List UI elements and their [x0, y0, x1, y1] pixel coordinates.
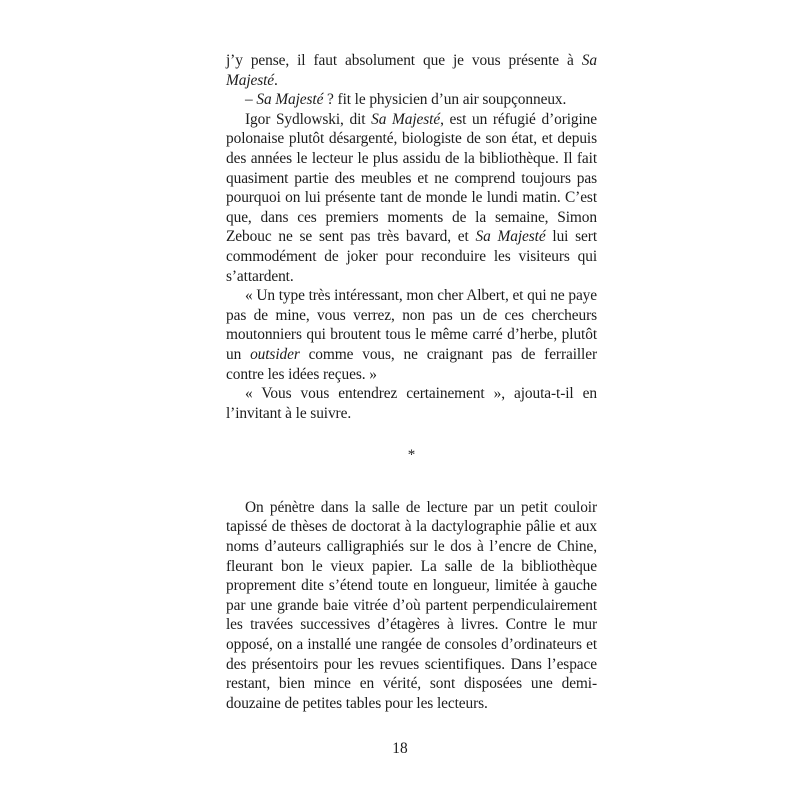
- text-run: j’y pense, il faut absolument que je vous présente à: [226, 52, 582, 69]
- page-number: 18: [392, 740, 408, 757]
- text-run: comme vous, ne craignant pas de ferrailler contre les idées reçues. »: [226, 345, 597, 383]
- italic-text: Sa Majesté: [475, 228, 546, 246]
- section-separator: *: [407, 447, 416, 464]
- text-run: –: [245, 91, 257, 109]
- text-run: .: [274, 71, 278, 89]
- italic-text: outsider: [250, 345, 300, 363]
- paragraph: [226, 384, 597, 423]
- paragraph: [226, 110, 597, 286]
- paragraph: [226, 498, 597, 714]
- text-run: Igor Sydlowski, dit: [245, 110, 372, 128]
- italic-text: Sa Majesté: [226, 52, 597, 89]
- top-section: [226, 51, 597, 423]
- italic-text: Sa Majesté: [256, 91, 324, 109]
- text-run: , est un réfugié d’origine polonaise plutôt désargenté, biologiste de son état, et depuis des années le lecteur le plus assidu de la bibliothèque. Il fait quasiment partie des meubles et ne comprend toujours pas pourquoi on lui présente tant de monde le lundi matin. C’est que, dans ces premiers moments de la semaine, Simon Zebouc ne se sent pas très bavard, et: [226, 110, 597, 246]
- page-body: [226, 51, 597, 713]
- text-run: ? fit le physicien d’un air soupçonneux.: [323, 91, 567, 109]
- text-run: lui sert commodément de joker pour reconduire les visiteurs qui s’attardent.: [226, 228, 597, 285]
- paragraph: [226, 90, 597, 110]
- bottom-section: [226, 498, 597, 714]
- paragraph: [226, 286, 597, 384]
- paragraph: [226, 51, 597, 90]
- text-run: On pénètre dans la salle de lecture par un petit couloir tapissé de thèses de doctorat à la dactylographie pâlie et aux noms d’auteurs calligraphiés sur le dos à l’encre de Chine, fleurant bon le vieux papier. La salle de la bibliothèque proprement dite s’étend toute en longueur, limitée à gauche par une grande baie vitrée d’où partent perpendiculairement les travées successives d’étagères à livres. Contre le mur opposé, on a installé une rangée de consoles d’ordinateurs et des présentoirs pour les revues scientifiques. Dans l’espace restant, bien mince en vérité, sont disposées une demi-douzaine de petites tables pour les lecteurs.: [226, 498, 597, 712]
- text-run: « Un type très intéressant, mon cher Albert, et qui ne paye pas de mine, vous verrez, non pas un de ces chercheurs moutonniers qui broutent tous le même carré d’herbe, plutôt un: [226, 287, 597, 363]
- text-run: « Vous vous entendrez certainement », ajouta-t-il en l’invitant à le suivre.: [226, 385, 597, 422]
- italic-text: Sa Majesté: [371, 110, 441, 128]
